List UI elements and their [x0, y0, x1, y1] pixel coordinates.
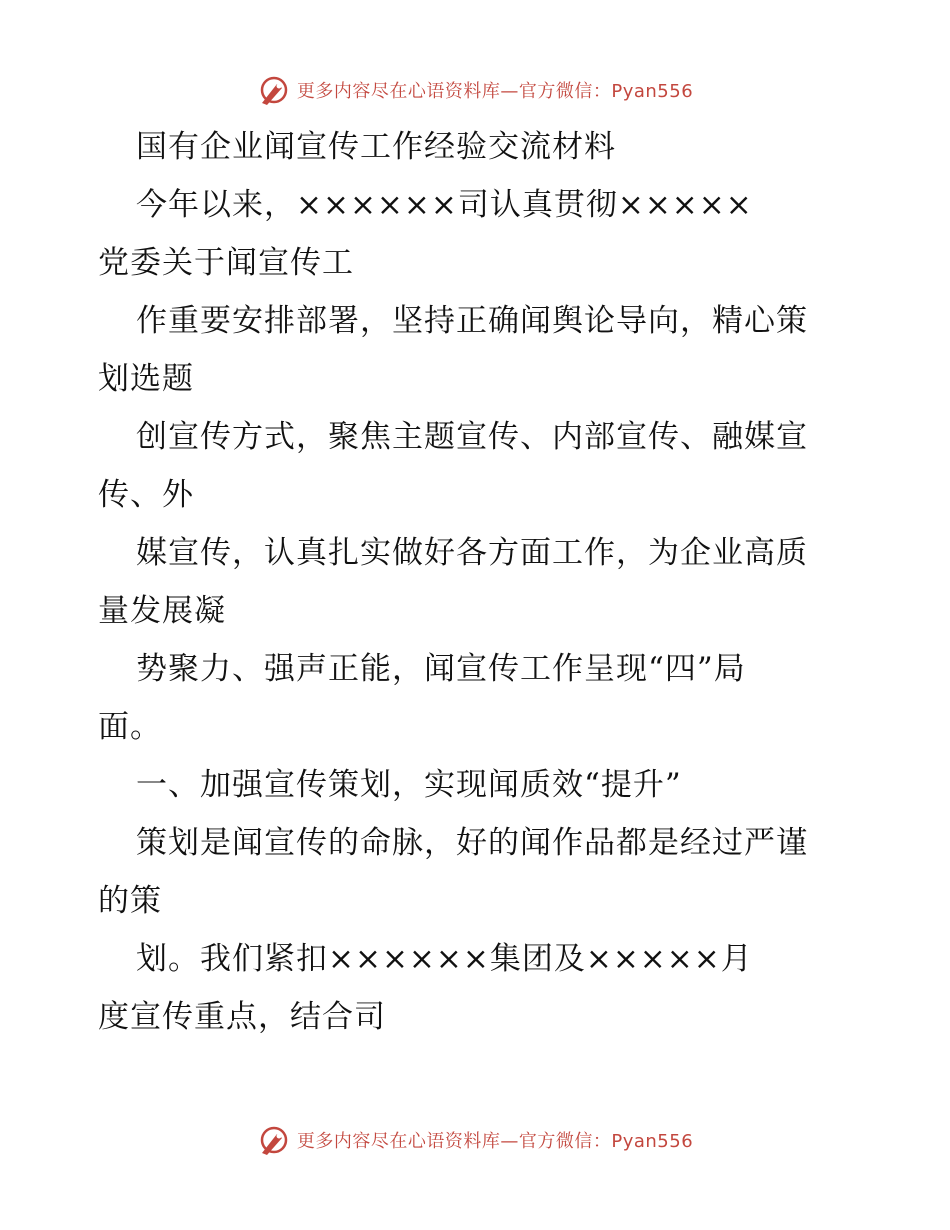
paragraph-line: 今年以来，××××××司认真贯彻××××× — [136, 187, 753, 223]
paragraph-line: 策划是闻宣传的命脉，好的闻作品都是经过严谨 — [136, 825, 808, 861]
footer-watermark-banner — [0, 1120, 950, 1160]
paragraph-line: 面。 — [98, 709, 162, 745]
paragraph-line: 度宣传重点，结合司 — [98, 999, 386, 1035]
paragraph-line: 的策 — [98, 883, 162, 919]
document-body — [98, 118, 858, 1046]
pen-logo-icon — [257, 73, 291, 107]
header-watermark-banner — [0, 70, 950, 110]
paragraph-line: 划选题 — [98, 361, 194, 397]
paragraph-line: 势聚力、强声正能，闻宣传工作呈现“四”局 — [136, 651, 746, 687]
watermark-text: 更多内容尽在心语资料库—官方微信：Pyan556 — [296, 1131, 694, 1152]
pen-logo-icon — [257, 1123, 291, 1157]
paragraph-line: 媒宣传，认真扎实做好各方面工作，为企业高质 — [136, 535, 808, 571]
watermark-text: 更多内容尽在心语资料库—官方微信：Pyan556 — [296, 81, 694, 102]
paragraph-line: 传、外 — [98, 477, 194, 513]
paragraph-line: 党委关于闻宣传工 — [98, 245, 354, 281]
section-heading: 一、加强宣传策划，实现闻质效“提升” — [136, 767, 682, 803]
document-title: 国有企业闻宣传工作经验交流材料 — [136, 129, 616, 165]
paragraph-line: 量发展凝 — [98, 593, 226, 629]
paragraph-line: 划。我们紧扣××××××集团及×××××月 — [136, 941, 753, 977]
paragraph-line: 创宣传方式，聚焦主题宣传、内部宣传、融媒宣 — [136, 419, 808, 455]
paragraph-line: 作重要安排部署，坚持正确闻舆论导向，精心策 — [136, 303, 808, 339]
